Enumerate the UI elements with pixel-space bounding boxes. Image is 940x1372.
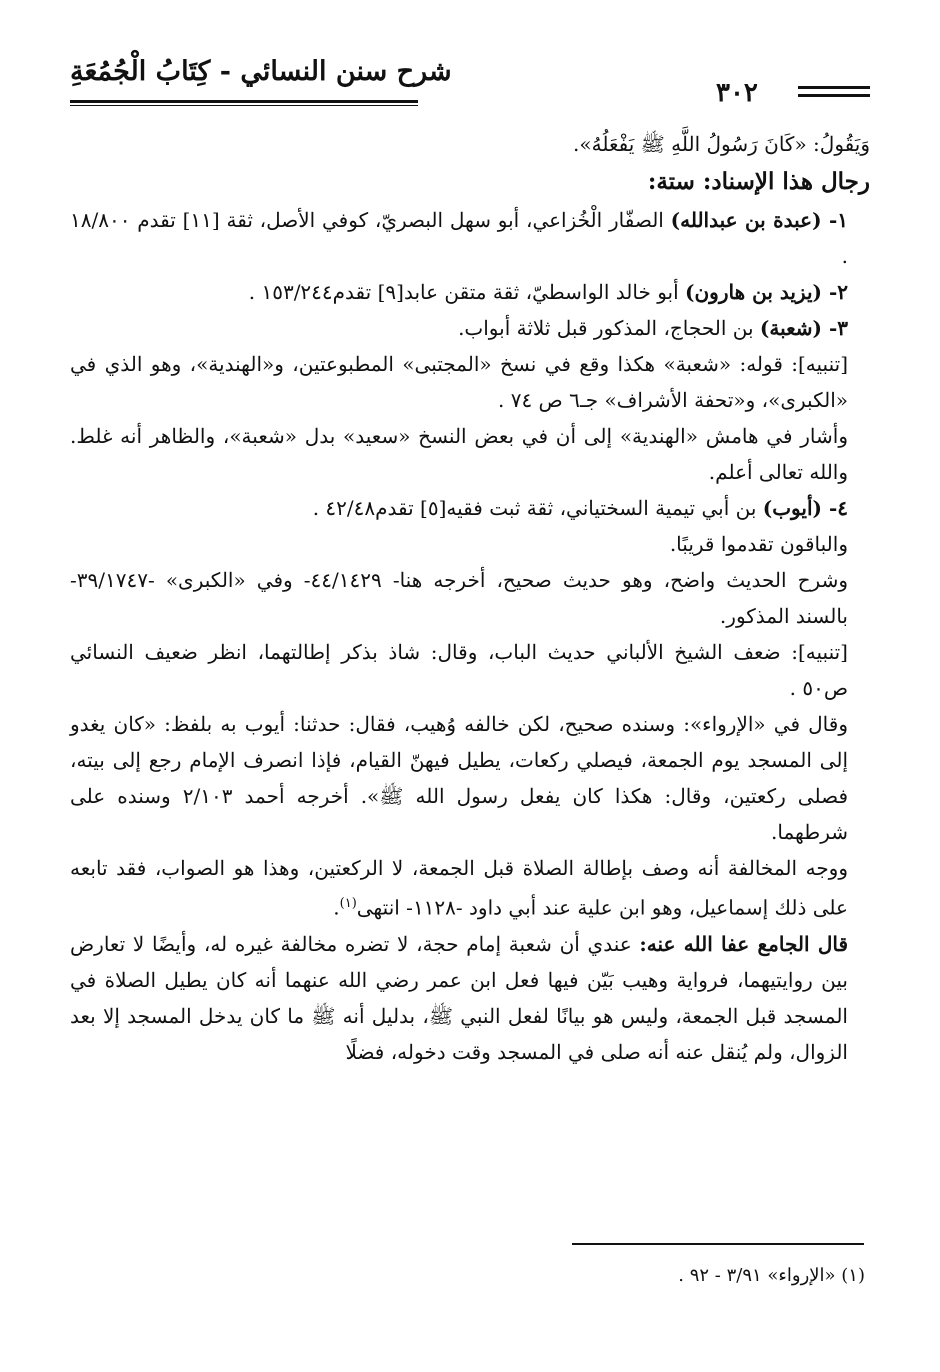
main-text bbox=[70, 126, 870, 1070]
narrator-name: ١- (عبدة بن عبدالله) bbox=[670, 208, 848, 232]
book-title: شرح سنن النسائي - كِتَابُ الْجُمُعَةِ bbox=[70, 56, 452, 87]
narrator-2 bbox=[70, 274, 870, 310]
narrator-details: الصفّار الْخُزاعي، أبو سهل البصريّ، كوفي الأصل، ثقة [١١] تقدم ١٨/٨٠٠ . bbox=[70, 208, 848, 268]
paragraph-end: . bbox=[333, 895, 340, 920]
narrator-details: بن أبي تيمية السختياني، ثقة ثبت فقيه[٥] تقدم٤٢/٤٨ . bbox=[312, 496, 763, 520]
header-rule-thin bbox=[70, 105, 418, 106]
narrator-name: ٣- (شعبة) bbox=[759, 316, 848, 340]
narrator-name: ٢- (يزيد بن هارون) bbox=[685, 280, 848, 304]
narrator-details: بن الحجاج، المذكور قبل ثلاثة أبواب. bbox=[458, 316, 760, 340]
narrator-details: أبو خالد الواسطيّ، ثقة متقن عابد[٩] تقدم١٥٣/٢٤٤ . bbox=[248, 280, 686, 304]
page-number-rule-top bbox=[798, 86, 870, 89]
page-number-rule-bottom bbox=[798, 94, 870, 97]
narrator-name: ٤- (أيوب) bbox=[762, 496, 848, 520]
paragraph-text: ووجه المخالفة أنه وصف بإطالة الصلاة قبل الجمعة، لا الركعتين، وهذا هو الصواب، فقد تابعه على ذلك إسماعيل، وهو ابن علية عند أبي داود -١١٢٨- انتهى bbox=[70, 856, 848, 920]
narrator-3 bbox=[70, 310, 870, 346]
note-paragraph: [تنبيه]: قوله: «شعبة» هكذا وقع في نسخ «المجتبى» المطبوعتين، و«الهندية»، وهو الذي في «الكبرى»، و«تحفة الأشراف» جـ٦ ص ٧٤ . bbox=[70, 352, 848, 412]
body-paragraph: والباقون تقدموا قريبًا. bbox=[669, 532, 848, 556]
footnote-separator bbox=[572, 1243, 864, 1245]
body-paragraph: وقال في «الإرواء»: وسنده صحيح، لكن خالفه وُهيب، فقال: حدثنا: أيوب به بلفظ: «كان يغدو إلى المسجد يوم الجمعة، فيصلي ركعات، يطيل فيهنّ القيام، فإذا انصرف الإمام رجع إلى بيته، فصلى ركعتين، وقال: هكذا كان يفعل رسول الله ﷺ». أخرجه أحمد ٢/١٠٣ وسنده على شرطهما. bbox=[70, 712, 848, 844]
compiler-label: قال الجامع عفا الله عنه: bbox=[639, 931, 849, 956]
body-paragraph bbox=[70, 850, 870, 926]
body-paragraph: وشرح الحديث واضح، وهو حديث صحيح، أخرجه هنا- ٤٤/١٤٢٩- وفي «الكبرى» -٣٩/١٧٤٧- بالسند المذكور. bbox=[70, 568, 848, 628]
quote-line: وَيَقُولُ: «كَانَ رَسُولُ اللَّهِ ﷺ يَفْعَلُهُ». bbox=[573, 132, 870, 156]
page-header bbox=[60, 48, 870, 108]
note-paragraph: [تنبيه]: ضعف الشيخ الألباني حديث الباب، وقال: شاذ بذكر إطالتهما، انظر ضعيف النسائي ص٥٠ . bbox=[70, 640, 848, 700]
page-number: ٣٠٢ bbox=[716, 78, 758, 108]
narrator-1 bbox=[70, 202, 870, 274]
header-rule bbox=[70, 100, 418, 103]
compiler-comment bbox=[70, 926, 870, 1070]
section-heading: رجال هذا الإسناد: ستة: bbox=[647, 168, 870, 195]
narrator-4 bbox=[70, 490, 870, 526]
footnote: (١) «الإرواء» ٣/٩١ - ٩٢ . bbox=[678, 1265, 865, 1286]
compiler-text: عندي أن شعبة إمام حجة، لا تضره مخالفة غيره له، وأيضًا لا تعارض بين روايتيهما، فرواية وهيب بَيّن فيها فعل ابن عمر رضي الله عنهما أنه كان يطيل الصلاة في المسجد قبل الجمعة، وليس هو بيانًا لفعل النبي ﷺ، بدليل أنه ﷺ ما كان يدخل المسجد إلا بعد الزوال، ولم يُنقل عنه أنه صلى في المسجد وقت دخوله، فضلًا bbox=[70, 931, 848, 1064]
footnote-reference: (١) bbox=[339, 896, 357, 911]
body-paragraph: وأشار في هامش «الهندية» إلى أن في بعض النسخ «سعيد» بدل «شعبة»، والظاهر أنه غلط. والله تعالى أعلم. bbox=[70, 424, 848, 484]
